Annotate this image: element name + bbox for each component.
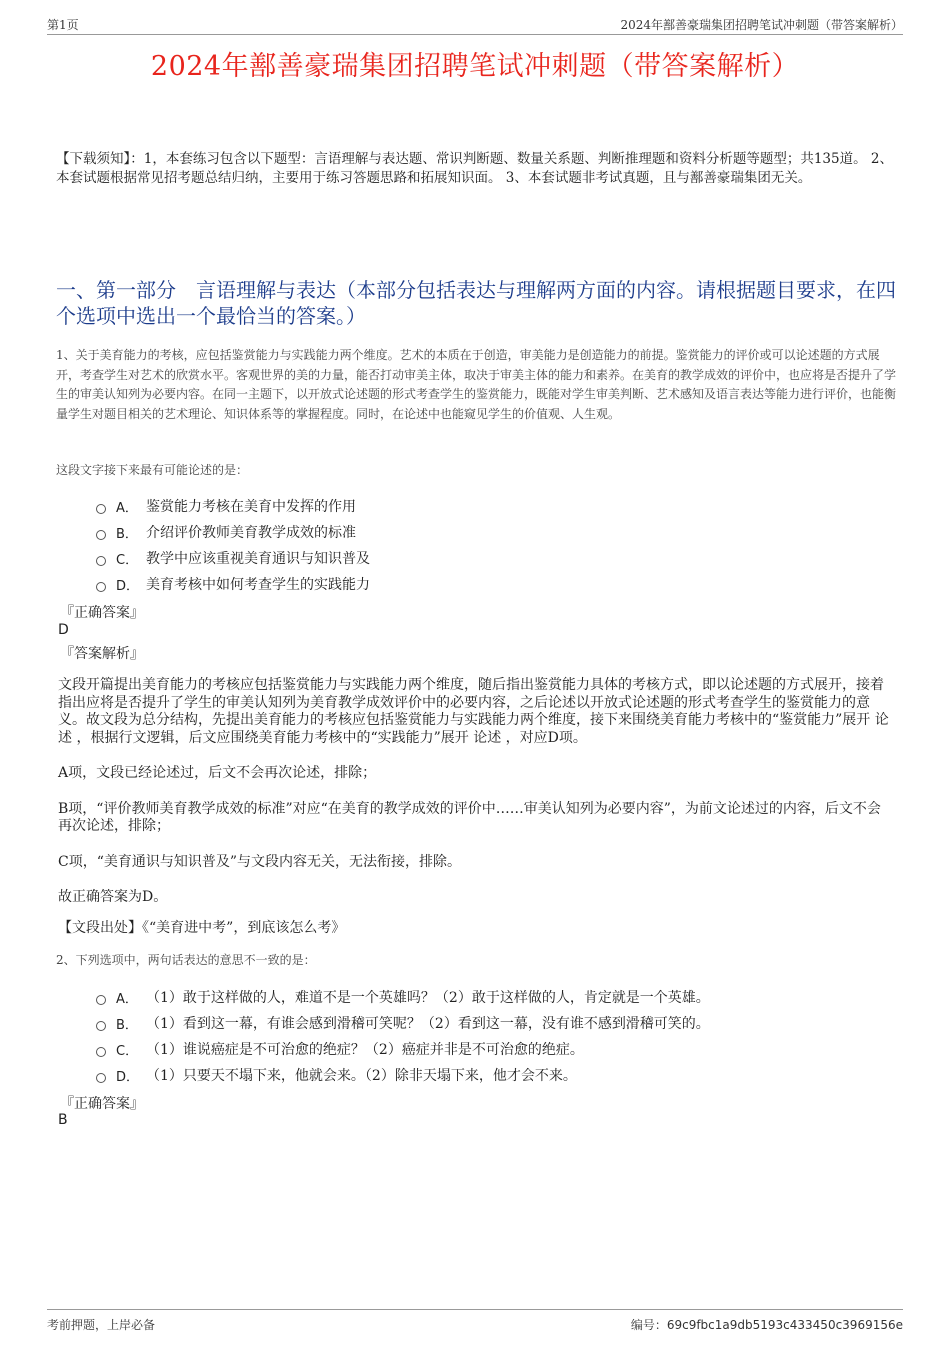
footer-doc-id — [631, 1316, 903, 1333]
question-1-analysis-label: 『答案解析』 — [60, 646, 144, 662]
option-text: （1）看到这一幕，有谁会感到滑稽可笑呢？（2）看到这一幕，没有谁不感到滑稽可笑的。 — [146, 1016, 710, 1032]
question-1-answer-label: 『正确答案』 — [60, 605, 144, 621]
radio-icon[interactable] — [96, 582, 106, 592]
analysis-paragraph: B项，“评价教师美育教学成效的标准”对应“在美育的教学成效的评价中……审美认知列为必要内容”，为前文论述过的内容，后文不会再次论述，排除； — [58, 800, 881, 834]
radio-icon[interactable] — [96, 1047, 106, 1057]
option-text: 鉴赏能力考核在美育中发挥的作用 — [146, 499, 356, 515]
analysis-paragraph: C项，“美育通识与知识普及”与文段内容无关，无法衔接，排除。 — [58, 853, 462, 870]
question-1-option-d[interactable]: D． 美育考核中如何考查学生的实践能力 — [96, 571, 876, 597]
question-1-option-c[interactable]: C． 教学中应该重视美育通识与知识普及 — [96, 545, 876, 571]
section-title: 一、第一部分 言语理解与表达（本部分包括表达与理解两方面的内容。请根据题目要求，在四个选项中选出一个最恰当的答案。） — [56, 278, 896, 328]
radio-icon[interactable] — [96, 1073, 106, 1083]
question-1-analysis — [58, 677, 894, 925]
doc-id-label: 编号： — [630, 1318, 667, 1332]
download-notice: 【下载须知】：1，本套练习包含以下题型：言语理解与表达题、常识判断题、数量关系题、判断推理题和资料分析题等题型；共135道。 2、本套试题根据常见招考题总结归纳，主要用于练习答题思路和拓展知识面。 3、本套试题非考试真题，且与鄯善豪瑞集团无关。 — [56, 151, 893, 186]
page-title: 2024年鄯善豪瑞集团招聘笔试冲刺题（带答案解析） — [150, 51, 800, 82]
analysis-paragraph: 文段开篇提出美育能力的考核应包括鉴赏能力与实践能力两个维度，随后指出鉴赏能力具体的考核方式，即以论述题的方式展开，接着指出应将是否提升了学生的审美认知列为美育教学成效评价中的必要内容，之后论述以开放式论述题的形式考查学生的鉴赏能力的意义。故文段为总分结构，先提出美育能力的考核应包括鉴赏能力与实践能力两个维度，接下来围绕美育能力考核中的“鉴赏能力”展开 论述 ，根据行文逻辑，后文应围绕美育能力考核中的“实践能力”展开 论述 ，对应D项。 — [58, 677, 889, 746]
radio-icon[interactable] — [96, 995, 106, 1005]
question-1-source: 【文段出处】《“美育进中考”，到底该怎么考》 — [58, 920, 346, 936]
option-text: 介绍评价教师美育教学成效的标准 — [146, 525, 356, 541]
radio-icon[interactable] — [96, 504, 106, 514]
footer-slogan: 考前押题，上岸必备 — [47, 1318, 156, 1332]
radio-icon[interactable] — [96, 556, 106, 566]
radio-icon[interactable] — [96, 530, 106, 540]
page-number: 第1页 — [47, 18, 79, 32]
question-2-answer-label: 『正确答案』 — [60, 1096, 144, 1112]
analysis-paragraph: 故正确答案为D。 — [58, 889, 168, 905]
analysis-paragraph: A项，文段已经论述过，后文不会再次论述，排除； — [58, 765, 377, 781]
header-doc-title: 2024年鄯善豪瑞集团招聘笔试冲刺题（带答案解析） — [620, 18, 903, 32]
option-text: （1）敢于这样做的人，难道不是一个英雄吗？（2）敢于这样做的人，肯定就是一个英雄。 — [146, 990, 710, 1006]
question-1-prompt: 这段文字接下来最有可能论述的是： — [56, 463, 249, 477]
question-1-stem: 1、关于美育能力的考核，应包括鉴赏能力与实践能力两个维度。艺术的本质在于创造，审美能力是创造能力的前提。鉴赏能力的评价或可以论述题的方式展开，考查学生对艺术的欣赏水平。客观世界的美的力量，能否打动审美主体，取决于审美主体的能力和素养。在美育的教学成效的评价中，也应将是否提升了学生的审美认知列为必要内容。在同一主题下，以开放式论述题的形式考查学生的鉴赏能力，既能对学生审美判断、艺术感知及语言表达等能力进行评价，也能衡量学生对题目相关的艺术理论、知识体系等的掌握程度。同时，在论述中也能窥见学生的价值观、人生观。 — [56, 348, 897, 421]
question-2-option-d[interactable]: D． （1）只要天不塌下来，他就会来。（2）除非天塌下来，他才会不来。 — [96, 1062, 876, 1088]
question-1-answer: D — [58, 622, 69, 638]
option-text: （1）只要天不塌下来，他就会来。（2）除非天塌下来，他才会不来。 — [146, 1068, 577, 1084]
question-2-option-b[interactable]: B． （1）看到这一幕，有谁会感到滑稽可笑呢？（2）看到这一幕，没有谁不感到滑稽可笑的。 — [96, 1010, 876, 1036]
page-header — [47, 12, 903, 35]
question-1-option-b[interactable]: B． 介绍评价教师美育教学成效的标准 — [96, 519, 876, 545]
option-text: 教学中应该重视美育通识与知识普及 — [146, 551, 370, 567]
question-2-answer: B — [58, 1112, 68, 1128]
question-2-stem: 2、下列选项中，两句话表达的意思不一致的是： — [56, 953, 316, 967]
page-footer — [47, 1309, 903, 1334]
question-2-options — [96, 984, 876, 1088]
doc-id-value: 69c9fbc1a9db5193c433450c3969156e — [666, 1318, 903, 1332]
question-1-option-a[interactable]: A． 鉴赏能力考核在美育中发挥的作用 — [96, 493, 876, 519]
radio-icon[interactable] — [96, 1021, 106, 1031]
question-1-options — [96, 493, 876, 597]
option-text: 美育考核中如何考查学生的实践能力 — [146, 577, 370, 593]
question-2-option-c[interactable]: C． （1）谁说癌症是不可治愈的绝症？（2）癌症并非是不可治愈的绝症。 — [96, 1036, 876, 1062]
question-2-option-a[interactable]: A． （1）敢于这样做的人，难道不是一个英雄吗？（2）敢于这样做的人，肯定就是一个英雄。 — [96, 984, 876, 1010]
option-text: （1）谁说癌症是不可治愈的绝症？（2）癌症并非是不可治愈的绝症。 — [146, 1042, 584, 1058]
